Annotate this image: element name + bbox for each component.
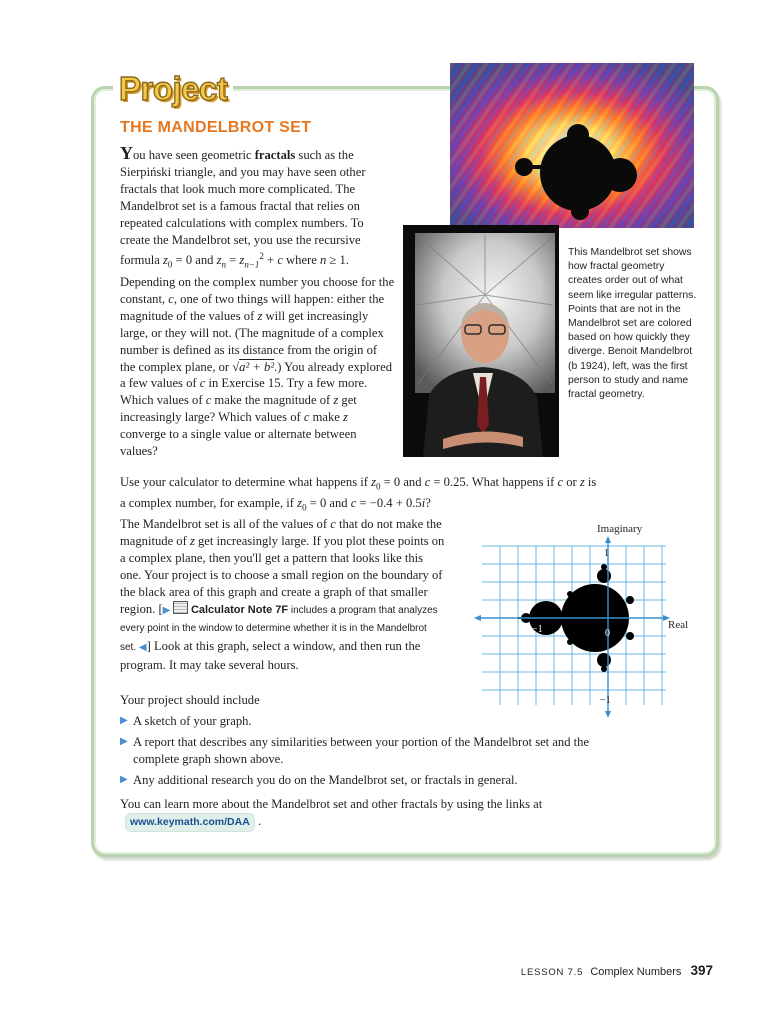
mandelbrot-photo [450, 63, 694, 228]
intro-text: ou have seen geometric [133, 148, 255, 162]
magnitude-formula: a² + b² [239, 359, 275, 374]
var-z: z [216, 253, 222, 268]
intro-text: make [309, 410, 343, 425]
page-footer [521, 963, 713, 978]
requirements-list [120, 713, 620, 793]
var-c: c [557, 475, 564, 489]
calculator-icon [173, 601, 188, 614]
var-z: z [343, 410, 348, 425]
para-text: Use your calculator to determine what happens if [120, 475, 372, 489]
var-z: z [333, 393, 339, 408]
page-number: 397 [690, 963, 713, 978]
var-z: z [189, 533, 195, 548]
para-text: = 0 and [306, 496, 351, 511]
var-c: c [199, 376, 206, 391]
intro-text: get increasingly large? Which values of [120, 393, 357, 425]
para-text: = 0 and [380, 475, 425, 489]
para-text: get increasingly large. If you plot these points on a complex plane, then you'll get a pattern that looks like this one. Your project is to choose a small region on the boundary of the black area of this graph and create a graph of that smaller region. [ [120, 533, 445, 616]
para-text: that do not make the magnitude of [120, 517, 442, 548]
para-text: or [563, 475, 580, 489]
var-z: z [371, 475, 376, 489]
tick-label-1: 1 [604, 548, 609, 559]
intro-text: = 0 and [172, 253, 217, 268]
intro-paragraph [120, 145, 395, 460]
para-text: You can learn more about the Mandelbrot set and other fractals by using the links at [120, 797, 543, 811]
mandelbrot-photo-art [450, 63, 694, 228]
drop-cap: Y [120, 143, 133, 163]
intro-text: .) You already explored a few values of [120, 359, 392, 391]
para-text: = −0.4 + 0.5 [356, 496, 422, 511]
bullet-arrow-icon: ▶ [120, 715, 128, 726]
list-item [120, 772, 620, 789]
intro-text: ≥ 1. Depending on the complex number you choose for the constant, [120, 253, 395, 306]
para-text: is a complex number, for example, if [120, 475, 597, 511]
term-fractals: fractals [254, 148, 296, 162]
intro-text: + [263, 253, 278, 268]
var-n: n [319, 253, 327, 268]
intro-text: where [282, 253, 320, 268]
bullet-arrow-icon: ▶ [120, 773, 128, 785]
var-c: c [168, 291, 174, 306]
lesson-label: LESSON 7.5 [520, 967, 584, 978]
var-z: z [239, 253, 245, 268]
var-z: z [257, 308, 263, 323]
para-text: = 0.25. What happens if [430, 475, 558, 489]
list-item [120, 713, 620, 730]
intro-text: in Exercise 15. Try a few more. Which values of [120, 376, 368, 408]
var-c: c [303, 410, 310, 425]
list-item-text: A sketch of your graph. [133, 714, 252, 728]
subscript: 0 [302, 502, 307, 513]
calculator-paragraph [120, 474, 600, 517]
project-badge-text: Project [119, 70, 228, 107]
section-label: Complex Numbers [590, 966, 682, 978]
y-axis-label: Imaginary [597, 523, 643, 535]
var-z: z [297, 496, 303, 511]
var-c: c [277, 253, 283, 268]
mandelbrot-graph [470, 520, 700, 720]
tick-label-x-neg1: −1 [532, 624, 543, 635]
var-c: c [350, 496, 357, 511]
superscript: 2 [259, 251, 264, 262]
list-item [120, 734, 620, 768]
var-c: c [424, 475, 431, 489]
var-c: c [330, 517, 336, 531]
intro-text: , one of two things will happen: either the magnitude of the values of [120, 291, 385, 323]
origin-label: 0 [605, 628, 610, 639]
mandelbrot-paragraph [120, 516, 445, 674]
intro-text: converge to a single value or alternate between values? [120, 427, 357, 459]
back-icon: ◀ [138, 642, 147, 654]
list-item-text: Any additional research you do on the Mandelbrot set, or fractals in general. [133, 772, 518, 787]
intro-text: such as the Sierpiński triangle, and you may have seen other fractals that look much more complicated. The Mandelbrot set is a famous fractal that relies on repeated calculations with complex numbers. To create the Mandelbrot set, you use the recursive formula [120, 148, 366, 268]
list-item-text: A report that describes any similarities between your portion of the Mandelbrot set and the complete graph shown above. [133, 734, 590, 766]
graph-svg [470, 520, 700, 720]
var-i: i [421, 496, 426, 511]
para-text: ? [425, 496, 431, 511]
var-c: c [205, 393, 212, 408]
subscript: n−1 [244, 260, 260, 271]
include-paragraph: Your project should include [120, 693, 260, 707]
var-z: z [579, 475, 585, 489]
intro-text: = [226, 253, 240, 268]
var-z: z [163, 253, 168, 268]
play-icon: ▶ [162, 604, 171, 616]
page-title: THE MANDELBROT SET [120, 119, 312, 136]
subscript: n [221, 260, 227, 271]
learn-more-paragraph [120, 796, 620, 832]
portrait-art [403, 225, 559, 457]
project-badge [113, 70, 233, 110]
intro-text: will get increasingly large, or they will not. (The magnitude of a complex number is defined as its distance from the origin of the complex plane, or √ [120, 308, 384, 374]
calculator-note-text: includes a program that analyzes every point in the window to determine whether it is in the Mandelbrot set. [120, 604, 438, 654]
subscript: 0 [167, 260, 173, 271]
keymath-link[interactable]: www.keymath.com/DAA [125, 813, 255, 832]
tick-label-neg1: −1 [600, 695, 611, 706]
para-text: ] Look at this graph, select a window, and then run the program. It may take several hours. [120, 639, 421, 673]
x-axis-label: Real [668, 619, 689, 631]
mandelbrot-portrait-photo [403, 225, 559, 457]
subscript: 0 [376, 481, 381, 492]
intro-text: make the magnitude of [211, 393, 334, 408]
para-text: The Mandelbrot set is all of the values of [120, 517, 331, 531]
figure-caption: This Mandelbrot set shows how fractal geometry creates order out of what seem like irregular patterns. Points that are not in the Mandelbrot set are colored based on how quickly they diverge. Benoit Mandelbrot (b 1924), left, was the first person to study and name fractal geometry. [568, 247, 697, 401]
calculator-note-label: Calculator Note 7F [190, 603, 289, 616]
para-text: . [254, 813, 262, 828]
bullet-arrow-icon: ▶ [120, 735, 128, 747]
